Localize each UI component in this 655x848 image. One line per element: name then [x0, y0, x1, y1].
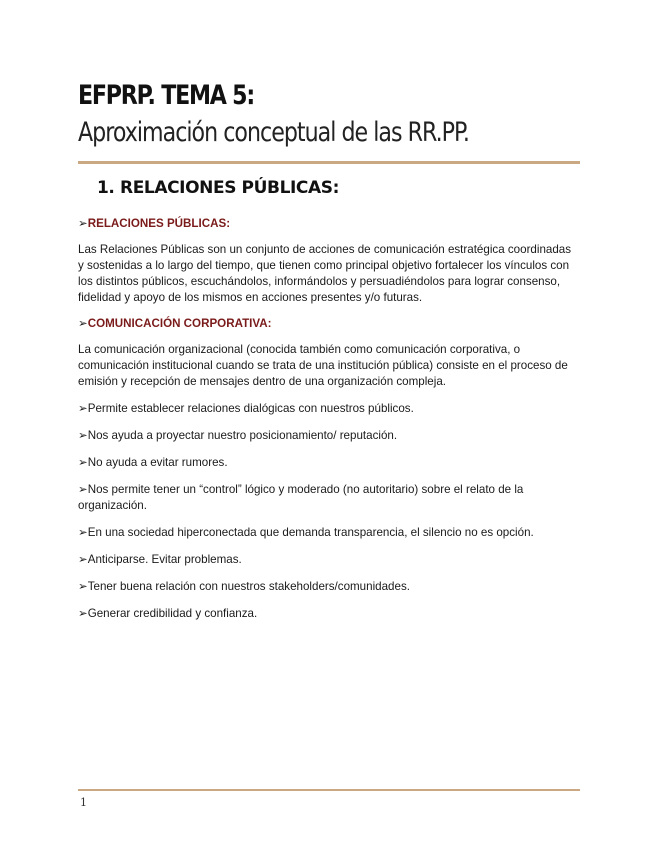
- page-number: 1: [80, 796, 87, 809]
- subheading-label: COMUNICACIÓN CORPORATIVA:: [87, 317, 272, 330]
- subheading-relaciones-publicas: [78, 216, 580, 232]
- paragraph-comunicacion-corporativa: La comunicación organizacional (conocida también como comunicación corporativa, o comunicación institucional cuando se trata de una institución pública) consiste en el proceso de emisión y recepción de mensajes dentro de una organización compleja.: [78, 343, 568, 388]
- list-item: [78, 579, 580, 595]
- list-item: [78, 455, 580, 471]
- footer-divider: [78, 789, 580, 791]
- list-item-text: Tener buena relación con nuestros stakeholders/comunidades.: [87, 580, 410, 593]
- list-item-text: En una sociedad hiperconectada que demanda transparencia, el silencio no es opción.: [87, 526, 534, 539]
- list-item-text: Permite establecer relaciones dialógicas con nuestros públicos.: [87, 402, 414, 415]
- list-item-text: No ayuda a evitar rumores.: [87, 456, 228, 469]
- list-item-text: Nos permite tener un “control” lógico y moderado (no autoritario) sobre el relato de la organización.: [78, 483, 524, 512]
- arrow-bullet-icon: ➢: [78, 402, 88, 415]
- section-heading: 1. RELACIONES PÚBLICAS:: [97, 178, 340, 198]
- subheading-label: RELACIONES PÚBLICAS:: [87, 217, 231, 230]
- list-item: [78, 482, 580, 514]
- arrow-bullet-icon: ➢: [78, 553, 88, 566]
- arrow-bullet-icon: ➢: [78, 456, 88, 469]
- list-item: [78, 552, 580, 568]
- subheading-comunicacion-corporativa: [78, 316, 580, 332]
- document-body: [78, 216, 580, 622]
- list-item-text: Generar credibilidad y confianza.: [87, 607, 258, 620]
- title-line-1: EFPRP. TEMA 5:: [78, 80, 254, 111]
- list-item: [78, 401, 580, 417]
- arrow-bullet-icon: ➢: [78, 217, 88, 230]
- arrow-bullet-icon: ➢: [78, 483, 88, 496]
- title-divider: [78, 161, 580, 164]
- paragraph-relaciones-publicas: Las Relaciones Públicas son un conjunto de acciones de comunicación estratégica coordinadas y sostenidas a lo largo del tiempo, que tienen como principal objetivo fortalecer los vínculos con los distintos públicos, escuchándolos, informándolos y persuadiéndolos para lograr consenso, fidelidad y apoyo de los mismos en acciones presentes y/o futuras.: [78, 243, 572, 304]
- arrow-bullet-icon: ➢: [78, 429, 88, 442]
- list-item-text: Nos ayuda a proyectar nuestro posicionamiento/ reputación.: [87, 429, 398, 442]
- list-item-text: Anticiparse. Evitar problemas.: [87, 553, 242, 566]
- document-title: [78, 78, 580, 152]
- list-item: [78, 525, 580, 541]
- arrow-bullet-icon: ➢: [78, 580, 88, 593]
- arrow-bullet-icon: ➢: [78, 607, 88, 620]
- arrow-bullet-icon: ➢: [78, 526, 88, 539]
- list-item: [78, 606, 580, 622]
- list-item: [78, 428, 580, 444]
- arrow-bullet-icon: ➢: [78, 317, 88, 330]
- title-line-2: Aproximación conceptual de las RR.PP.: [78, 117, 469, 148]
